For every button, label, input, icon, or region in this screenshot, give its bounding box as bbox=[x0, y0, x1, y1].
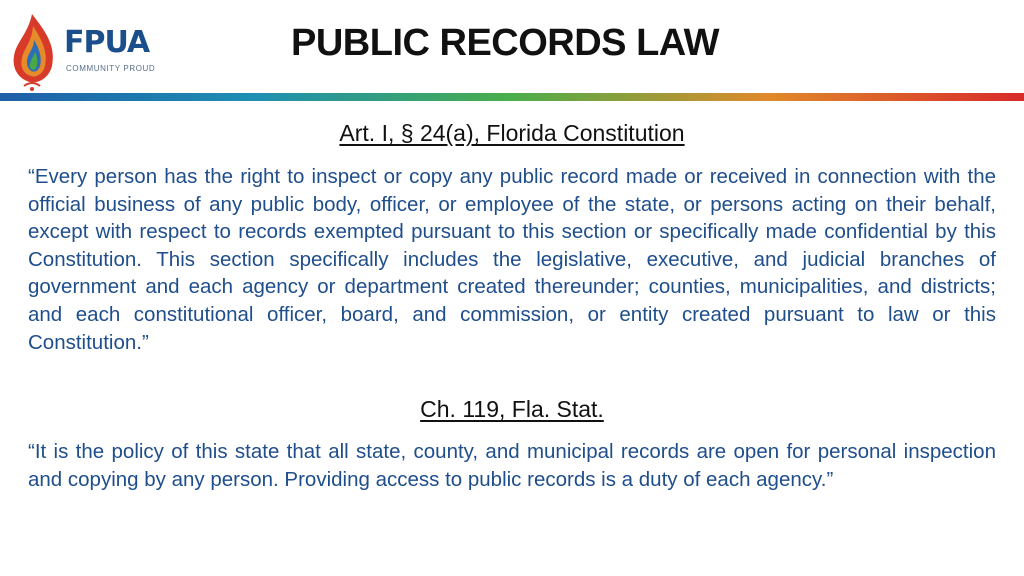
color-divider-bar bbox=[0, 93, 1024, 101]
section-heading-statute: Ch. 119, Fla. Stat. bbox=[420, 396, 604, 422]
logo-tagline: COMMUNITY PROUD bbox=[66, 64, 156, 73]
page-title: PUBLIC RECORDS LAW bbox=[291, 22, 719, 64]
logo-name: FPUA bbox=[64, 25, 150, 60]
quote-constitution: “Every person has the right to inspect or copy any public record made or received in connection with the official business of any public body, officer, or employee of the state, or persons acting on their behalf, except with respect to records exempted pursuant to this section or specifically made confidential by this Constitution. This section specifically includes the legislative, executive, and judicial branches of government and each agency or department created thereunder; counties, municipalities, and districts; and each constitutional officer, board, and commission, or entity created pursuant to law or this Constitution.” bbox=[28, 165, 996, 354]
section-heading-constitution: Art. I, § 24(a), Florida Constitution bbox=[339, 120, 685, 146]
quote-statute: “It is the policy of this state that all state, county, and municipal records are open for personal inspection and copying by any person. Providing access to public records is a duty of each agency.” bbox=[28, 440, 996, 491]
